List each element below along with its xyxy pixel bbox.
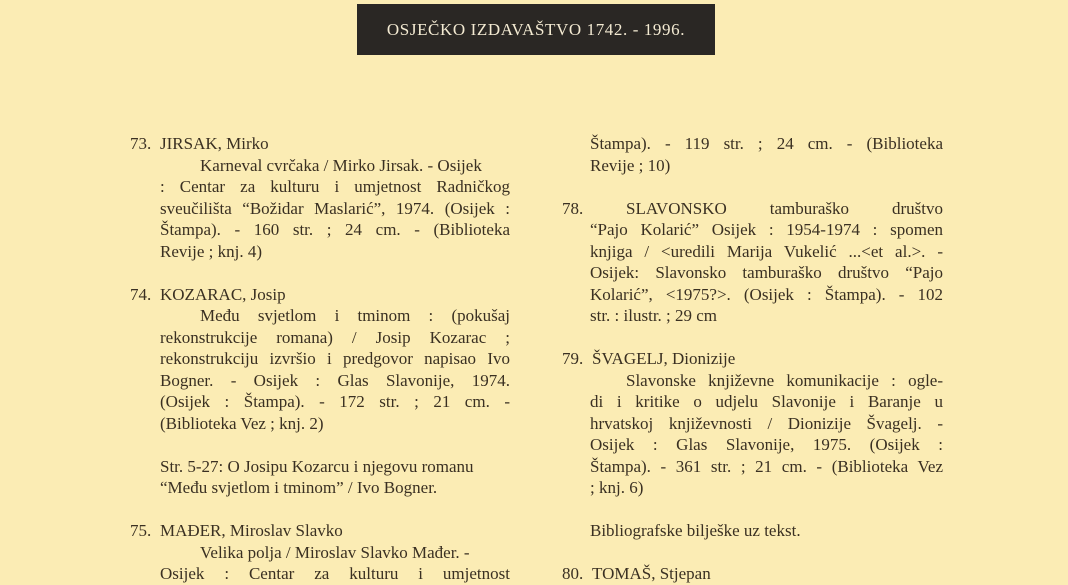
entry-line: (Biblioteka Vez ; knj. 2) [160,413,324,433]
right-column [562,133,943,585]
entry-body [562,370,943,499]
entry-number: 79. [562,349,584,368]
entry-body [130,305,510,434]
entry-note-line: Str. 5-27: O Josipu Kozarcu i njegovu romanu [160,456,474,476]
entry-number: 74. [130,284,152,304]
entry-line: Osijek: Slavonsko tamburaško društvo “Pajo [590,263,943,282]
entry-80 [562,563,943,585]
entry-line: rekonstrukcije romana) / Josip Kozarac ; [160,327,510,347]
entry-line: ; knj. 6) [590,478,644,497]
entry-line: Karneval cvrčaka / Mirko Jirsak. - Osijek [200,155,482,175]
entry-line: : Centar za kulturu i umjetnost Radničkog [160,177,510,196]
entry-line: hrvatskoj književnosti / Dionizije Švagelj. - [590,413,943,433]
entry-line: Štampa). - 361 str. ; 21 cm. - (Biblioteka Vez [590,456,943,476]
entry-author: KOZARAC, Josip [160,284,286,304]
entry-note [130,456,510,499]
left-column [130,133,510,585]
entry-body [130,155,510,263]
entry-line: Slavonske književne komunikacije : ogle- [626,370,943,390]
entry-line: Među svjetlom i tminom : (pokušaj [200,306,510,325]
entry-note-line: Bibliografske bilješke uz tekst. [590,521,801,540]
entry-line: SLAVONSKO tamburaško društvo [626,198,943,218]
entry-79 [562,348,943,542]
entry-line: knjiga / <uredili Marija Vukelić ...<et al.>. - [590,241,943,261]
entry-line: sveučilišta “Božidar Maslarić”, 1974. (Osijek : [160,198,510,218]
entry-body [130,542,510,585]
entry-note-line: “Među svjetlom i tminom” / Ivo Bogner. [160,478,438,497]
entry-line: “Pajo Kolarić” Osijek : 1954-1974 : spomen [590,220,943,239]
entry-number: 80. [562,564,584,583]
entry-author: TOMAŠ, Stjepan [592,564,711,583]
entry-number: 78. [562,198,584,218]
entry-line: rekonstrukciju izvršio i predgovor napisao Ivo [160,349,510,368]
entry-body [562,219,943,327]
entry-78 [562,198,943,327]
entry-line: Bogner. - Osijek : Glas Slavonije, 1974. [160,370,510,390]
entry-line: Osijek : Centar za kulturu i umjetnost [160,564,510,583]
entry-line: Štampa). - 160 str. ; 24 cm. - (Biblioteka [160,220,510,239]
entry-author: ŠVAGELJ, Dionizije [592,349,736,368]
entry-line: str. : ilustr. ; 29 cm [590,306,718,325]
page-header-box [357,4,715,55]
entry-number: 75. [130,521,152,540]
continued-entry [562,133,943,176]
entry-73 [130,133,510,262]
entry-line: Štampa). - 119 str. ; 24 cm. - (Biblioteka [590,134,943,153]
entry-line: di i kritike o udjelu Slavonije i Baranje u [590,392,943,411]
entry-74 [130,284,510,499]
page-header-title: OSJEČKO IZDAVAŠTVO 1742. - 1996. [386,19,686,39]
entry-line: Osijek : Glas Slavonije, 1975. (Osijek : [590,435,943,454]
entry-note [562,520,943,542]
entry-75 [130,520,510,585]
entry-number: 73. [130,134,152,153]
entry-author: JIRSAK, Mirko [160,134,269,153]
entry-line: (Osijek : Štampa). - 172 str. ; 21 cm. - [160,392,510,411]
entry-author: MAĐER, Miroslav Slavko [160,521,343,540]
entry-line: Velika polja / Miroslav Slavko Mađer. - [200,542,470,562]
entry-line: Kolarić”, <1975?>. (Osijek : Štampa). - 102 [590,284,943,304]
entry-line: Revije ; 10) [590,155,671,175]
entry-line: Revije ; knj. 4) [160,241,262,261]
